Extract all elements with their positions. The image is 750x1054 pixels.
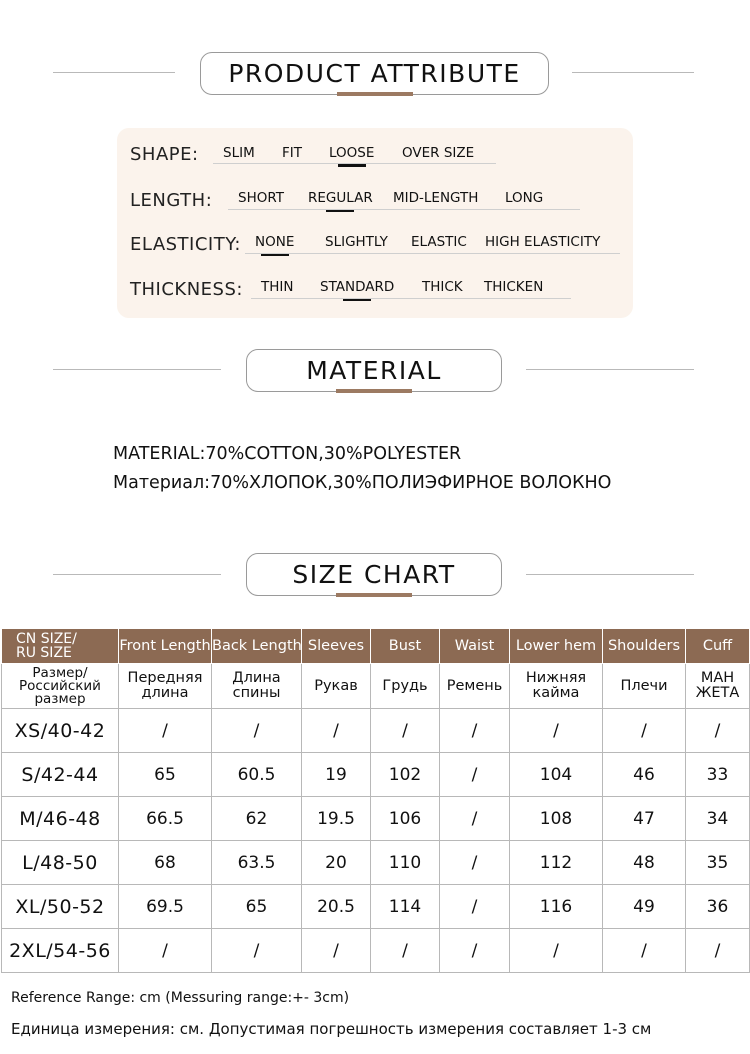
size-table-body <box>2 709 750 973</box>
attr-label-thickness: THICKNESS: <box>130 279 243 300</box>
table-cell-size: M/46-48 <box>2 797 119 841</box>
divider-right <box>572 72 694 73</box>
attr-option: SLIGHTLY <box>325 234 388 250</box>
table-cell: 65 <box>119 753 212 797</box>
table-cell: 20.5 <box>302 885 371 929</box>
attr-row-underline <box>251 298 571 299</box>
header-size-line2: RU SIZE <box>16 645 72 661</box>
table-header-ru-cell <box>302 664 371 709</box>
table-header-ru-cell <box>119 664 212 709</box>
table-cell: / <box>603 929 686 973</box>
material-en: MATERIAL:70%COTTON,30%POLYESTER <box>113 444 462 464</box>
table-cell: 65 <box>212 885 302 929</box>
table-cell: / <box>440 753 510 797</box>
header-ru-text: Плечи <box>620 677 668 694</box>
divider-left <box>53 574 221 575</box>
table-row <box>2 929 750 973</box>
table-cell: 19.5 <box>302 797 371 841</box>
table-cell: 46 <box>603 753 686 797</box>
attr-option: FIT <box>282 145 302 161</box>
material-ru: Материал:70%ХЛОПОК,30%ПОЛИЭФИРНОЕ ВОЛОКНО <box>113 473 612 493</box>
attr-option: LONG <box>505 190 544 206</box>
table-cell: / <box>119 929 212 973</box>
attr-option: MID-LENGTH <box>393 190 479 206</box>
size-table <box>1 628 750 973</box>
table-header-ru-cell <box>371 664 440 709</box>
section-title-size <box>246 553 502 596</box>
table-cell: / <box>212 709 302 753</box>
table-header-cell: Bust <box>371 629 440 664</box>
table-cell: 66.5 <box>119 797 212 841</box>
table-header-cell: Cuff <box>686 629 750 664</box>
table-cell-size: S/42-44 <box>2 753 119 797</box>
attr-option-selected: NONE <box>255 234 295 250</box>
table-cell: 108 <box>510 797 603 841</box>
table-cell: / <box>510 929 603 973</box>
table-header-cell <box>2 629 119 664</box>
table-cell: 68 <box>119 841 212 885</box>
attr-option: ELASTIC <box>411 234 467 250</box>
section-title-attribute-text: PRODUCT ATTRIBUTE <box>228 59 521 88</box>
header-ru-text: Длина спины <box>232 670 281 701</box>
table-cell: 60.5 <box>212 753 302 797</box>
table-cell: 62 <box>212 797 302 841</box>
attr-row-underline <box>213 163 496 164</box>
table-cell: 116 <box>510 885 603 929</box>
attr-label-elasticity: ELASTICITY: <box>130 234 241 255</box>
divider-right <box>526 574 694 575</box>
header-ru-text: Передняя длина <box>127 670 203 701</box>
table-cell: 33 <box>686 753 750 797</box>
attr-option: SLIM <box>223 145 255 161</box>
header-ru-size: Размер/ Российский размер <box>19 664 101 707</box>
table-header-ru-cell <box>212 664 302 709</box>
table-cell: 69.5 <box>119 885 212 929</box>
header-ru-text: Грудь <box>382 677 428 694</box>
table-cell: 35 <box>686 841 750 885</box>
section-title-attribute <box>200 52 549 95</box>
table-header-cell: Front Length <box>119 629 212 664</box>
table-header-ru-cell <box>686 664 750 709</box>
attr-option: THICK <box>422 279 463 295</box>
table-cell: / <box>302 709 371 753</box>
table-cell-size: L/48-50 <box>2 841 119 885</box>
section-title-material <box>246 349 502 392</box>
divider-left <box>53 369 221 370</box>
table-cell: 47 <box>603 797 686 841</box>
table-header-ru-cell <box>440 664 510 709</box>
table-row <box>2 797 750 841</box>
table-header-cell: Waist <box>440 629 510 664</box>
table-row <box>2 753 750 797</box>
table-cell: / <box>440 841 510 885</box>
attr-label-length: LENGTH: <box>130 190 213 211</box>
table-cell: / <box>371 709 440 753</box>
table-header-row-en <box>2 629 750 664</box>
table-cell: 106 <box>371 797 440 841</box>
attr-row-underline <box>245 253 620 254</box>
table-cell: 20 <box>302 841 371 885</box>
header-ru-text: Ремень <box>446 677 503 694</box>
table-row <box>2 709 750 753</box>
attr-label-shape: SHAPE: <box>130 144 199 165</box>
title-accent-bar <box>336 389 412 393</box>
table-cell: 34 <box>686 797 750 841</box>
table-cell: 112 <box>510 841 603 885</box>
attr-option: THICKEN <box>484 279 544 295</box>
table-header-cell: Back Length <box>212 629 302 664</box>
table-cell: / <box>212 929 302 973</box>
table-row <box>2 885 750 929</box>
table-cell: / <box>510 709 603 753</box>
header-ru-text: Нижняя кайма <box>525 670 587 701</box>
section-title-material-text: MATERIAL <box>306 356 442 385</box>
table-header-ru-cell <box>2 664 119 709</box>
table-cell: 49 <box>603 885 686 929</box>
attr-option: THIN <box>261 279 294 295</box>
header-size-line1: CN SIZE/ <box>16 631 77 647</box>
attr-row-underline <box>228 209 580 210</box>
table-header-cell: Shoulders <box>603 629 686 664</box>
table-cell: 104 <box>510 753 603 797</box>
table-cell: / <box>686 709 750 753</box>
table-cell: 19 <box>302 753 371 797</box>
table-cell: 110 <box>371 841 440 885</box>
footer-reference-ru: Единица измерения: см. Допустимая погрешность измерения составляет 1-3 см <box>11 1020 652 1038</box>
table-cell: / <box>440 929 510 973</box>
table-cell: / <box>371 929 440 973</box>
table-header-cell: Sleeves <box>302 629 371 664</box>
table-cell: / <box>603 709 686 753</box>
table-header-ru-cell <box>510 664 603 709</box>
attr-option-selected: STANDARD <box>320 279 395 295</box>
table-cell: / <box>686 929 750 973</box>
attr-option-selected: REGULAR <box>308 190 373 206</box>
attr-option: HIGH ELASTICITY <box>485 234 601 250</box>
title-accent-bar <box>336 593 412 597</box>
attr-option-selected: LOOSE <box>329 145 375 161</box>
table-row <box>2 841 750 885</box>
table-cell: 102 <box>371 753 440 797</box>
attr-option: OVER SIZE <box>402 145 475 161</box>
table-cell: 63.5 <box>212 841 302 885</box>
table-header-row-ru <box>2 664 750 709</box>
title-accent-bar <box>337 92 413 96</box>
table-cell-size: XS/40-42 <box>2 709 119 753</box>
divider-right <box>526 369 694 370</box>
table-cell: / <box>440 885 510 929</box>
table-cell: 36 <box>686 885 750 929</box>
table-cell-size: 2XL/54-56 <box>2 929 119 973</box>
table-cell: / <box>119 709 212 753</box>
table-cell: 48 <box>603 841 686 885</box>
table-cell: / <box>302 929 371 973</box>
footer-reference-en: Reference Range: cm (Messuring range:+- 3cm) <box>11 990 350 1006</box>
table-header-ru-cell <box>603 664 686 709</box>
header-ru-text: Рукав <box>314 677 358 694</box>
table-cell: 114 <box>371 885 440 929</box>
divider-left <box>53 72 175 73</box>
table-cell-size: XL/50-52 <box>2 885 119 929</box>
table-cell: / <box>440 797 510 841</box>
table-cell: / <box>440 709 510 753</box>
header-ru-text: МАН ЖЕТА <box>695 670 740 701</box>
table-header-cell: Lower hem <box>510 629 603 664</box>
section-title-size-text: SIZE CHART <box>292 560 456 589</box>
attr-option: SHORT <box>238 190 284 206</box>
